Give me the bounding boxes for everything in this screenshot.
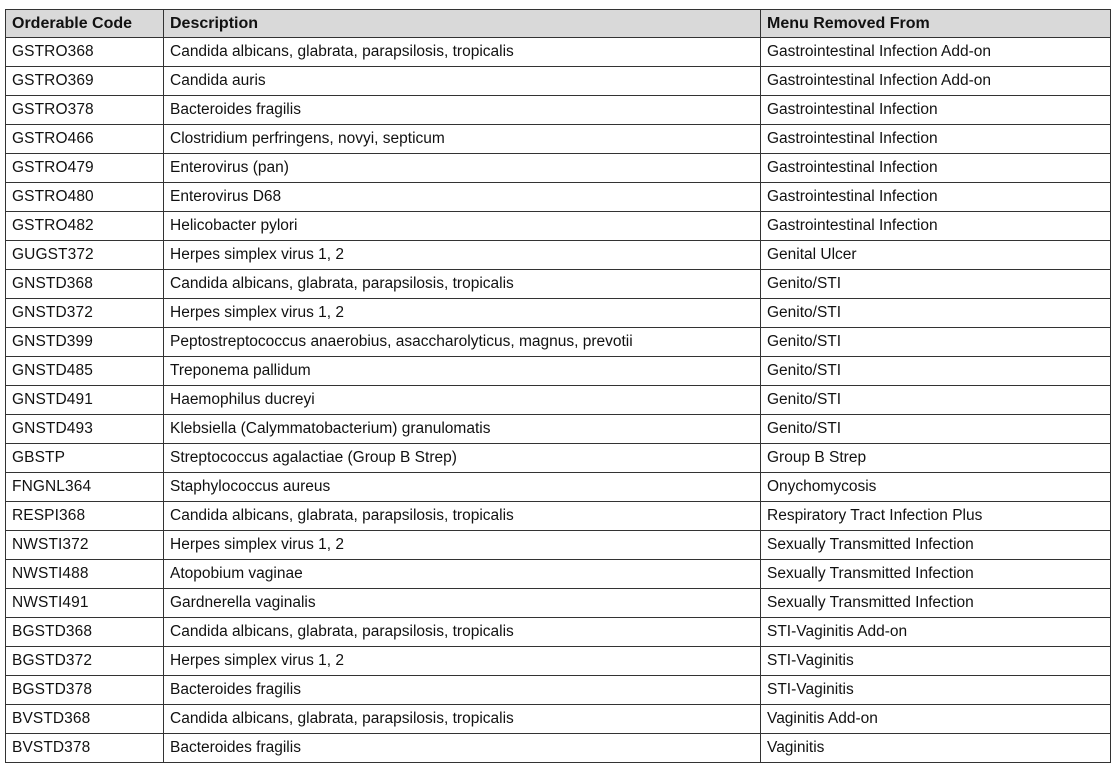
orderable-code-cell: RESPI368: [6, 502, 164, 531]
header-menu-removed-from: Menu Removed From: [761, 10, 1111, 38]
description-cell: Bacteroides fragilis: [164, 96, 761, 125]
menu-removed-from-cell: Sexually Transmitted Infection: [761, 560, 1111, 589]
menu-removed-from-cell: Vaginitis Add-on: [761, 705, 1111, 734]
table-body: [6, 38, 1111, 763]
menu-removed-from-cell: Respiratory Tract Infection Plus: [761, 502, 1111, 531]
menu-removed-from-cell: Group B Strep: [761, 444, 1111, 473]
menu-removed-from-cell: Gastrointestinal Infection: [761, 96, 1111, 125]
menu-removed-from-cell: STI-Vaginitis: [761, 676, 1111, 705]
orderable-code-cell: NWSTI372: [6, 531, 164, 560]
orderable-code-cell: GNSTD368: [6, 270, 164, 299]
menu-removed-from-cell: Gastrointestinal Infection: [761, 183, 1111, 212]
orderable-code-cell: BGSTD372: [6, 647, 164, 676]
orderable-code-cell: GSTRO479: [6, 154, 164, 183]
orderable-code-cell: FNGNL364: [6, 473, 164, 502]
menu-removed-from-cell: Genito/STI: [761, 415, 1111, 444]
table-row: [6, 328, 1111, 357]
description-cell: Herpes simplex virus 1, 2: [164, 299, 761, 328]
orderable-code-cell: GNSTD491: [6, 386, 164, 415]
description-cell: Candida albicans, glabrata, parapsilosis, tropicalis: [164, 618, 761, 647]
table-row: [6, 705, 1111, 734]
orderable-code-cell: GSTRO368: [6, 38, 164, 67]
table-row: [6, 676, 1111, 705]
menu-removed-from-cell: Genito/STI: [761, 357, 1111, 386]
description-cell: Bacteroides fragilis: [164, 676, 761, 705]
description-cell: Enterovirus (pan): [164, 154, 761, 183]
orderable-code-cell: GSTRO466: [6, 125, 164, 154]
table-header: [6, 10, 1111, 38]
orderable-code-cell: GSTRO482: [6, 212, 164, 241]
menu-removed-from-cell: Genito/STI: [761, 270, 1111, 299]
description-cell: Herpes simplex virus 1, 2: [164, 647, 761, 676]
table-row: [6, 589, 1111, 618]
table-row: [6, 386, 1111, 415]
orderable-code-cell: GNSTD372: [6, 299, 164, 328]
table-row: [6, 415, 1111, 444]
orderable-code-cell: GNSTD493: [6, 415, 164, 444]
description-cell: Klebsiella (Calymmatobacterium) granulomatis: [164, 415, 761, 444]
table-row: [6, 154, 1111, 183]
table-row: [6, 299, 1111, 328]
header-description: Description: [164, 10, 761, 38]
removed-targets-table-container: [5, 9, 1110, 763]
menu-removed-from-cell: Genito/STI: [761, 299, 1111, 328]
description-cell: Helicobacter pylori: [164, 212, 761, 241]
description-cell: Candida albicans, glabrata, parapsilosis, tropicalis: [164, 705, 761, 734]
orderable-code-cell: GNSTD399: [6, 328, 164, 357]
table-row: [6, 618, 1111, 647]
menu-removed-from-cell: Gastrointestinal Infection: [761, 125, 1111, 154]
orderable-code-cell: GBSTP: [6, 444, 164, 473]
table-row: [6, 241, 1111, 270]
menu-removed-from-cell: Genito/STI: [761, 328, 1111, 357]
orderable-code-cell: GSTRO369: [6, 67, 164, 96]
menu-removed-from-cell: STI-Vaginitis Add-on: [761, 618, 1111, 647]
description-cell: Candida albicans, glabrata, parapsilosis, tropicalis: [164, 270, 761, 299]
menu-removed-from-cell: Onychomycosis: [761, 473, 1111, 502]
description-cell: Enterovirus D68: [164, 183, 761, 212]
removed-targets-table: [5, 9, 1111, 763]
description-cell: Herpes simplex virus 1, 2: [164, 241, 761, 270]
menu-removed-from-cell: Gastrointestinal Infection Add-on: [761, 38, 1111, 67]
orderable-code-cell: BGSTD368: [6, 618, 164, 647]
table-row: [6, 38, 1111, 67]
description-cell: Gardnerella vaginalis: [164, 589, 761, 618]
menu-removed-from-cell: Sexually Transmitted Infection: [761, 531, 1111, 560]
header-orderable-code: Orderable Code: [6, 10, 164, 38]
table-row: [6, 734, 1111, 763]
table-row: [6, 444, 1111, 473]
table-row: [6, 125, 1111, 154]
description-cell: Herpes simplex virus 1, 2: [164, 531, 761, 560]
description-cell: Candida albicans, glabrata, parapsilosis, tropicalis: [164, 38, 761, 67]
table-row: [6, 531, 1111, 560]
table-row: [6, 96, 1111, 125]
orderable-code-cell: BVSTD378: [6, 734, 164, 763]
menu-removed-from-cell: Sexually Transmitted Infection: [761, 589, 1111, 618]
table-row: [6, 560, 1111, 589]
description-cell: Bacteroides fragilis: [164, 734, 761, 763]
description-cell: Haemophilus ducreyi: [164, 386, 761, 415]
description-cell: Peptostreptococcus anaerobius, asaccharolyticus, magnus, prevotii: [164, 328, 761, 357]
orderable-code-cell: NWSTI491: [6, 589, 164, 618]
description-cell: Staphylococcus aureus: [164, 473, 761, 502]
table-row: [6, 270, 1111, 299]
menu-removed-from-cell: Gastrointestinal Infection Add-on: [761, 67, 1111, 96]
orderable-code-cell: NWSTI488: [6, 560, 164, 589]
description-cell: Streptococcus agalactiae (Group B Strep): [164, 444, 761, 473]
table-row: [6, 212, 1111, 241]
menu-removed-from-cell: Vaginitis: [761, 734, 1111, 763]
table-row: [6, 357, 1111, 386]
description-cell: Atopobium vaginae: [164, 560, 761, 589]
description-cell: Clostridium perfringens, novyi, septicum: [164, 125, 761, 154]
orderable-code-cell: GNSTD485: [6, 357, 164, 386]
orderable-code-cell: BVSTD368: [6, 705, 164, 734]
header-row: [6, 10, 1111, 38]
menu-removed-from-cell: Gastrointestinal Infection: [761, 154, 1111, 183]
menu-removed-from-cell: Genito/STI: [761, 386, 1111, 415]
description-cell: Candida albicans, glabrata, parapsilosis, tropicalis: [164, 502, 761, 531]
table-row: [6, 67, 1111, 96]
description-cell: Candida auris: [164, 67, 761, 96]
table-row: [6, 502, 1111, 531]
menu-removed-from-cell: Gastrointestinal Infection: [761, 212, 1111, 241]
orderable-code-cell: GSTRO378: [6, 96, 164, 125]
orderable-code-cell: GUGST372: [6, 241, 164, 270]
orderable-code-cell: BGSTD378: [6, 676, 164, 705]
table-row: [6, 183, 1111, 212]
menu-removed-from-cell: Genital Ulcer: [761, 241, 1111, 270]
table-row: [6, 647, 1111, 676]
orderable-code-cell: GSTRO480: [6, 183, 164, 212]
table-row: [6, 473, 1111, 502]
menu-removed-from-cell: STI-Vaginitis: [761, 647, 1111, 676]
description-cell: Treponema pallidum: [164, 357, 761, 386]
